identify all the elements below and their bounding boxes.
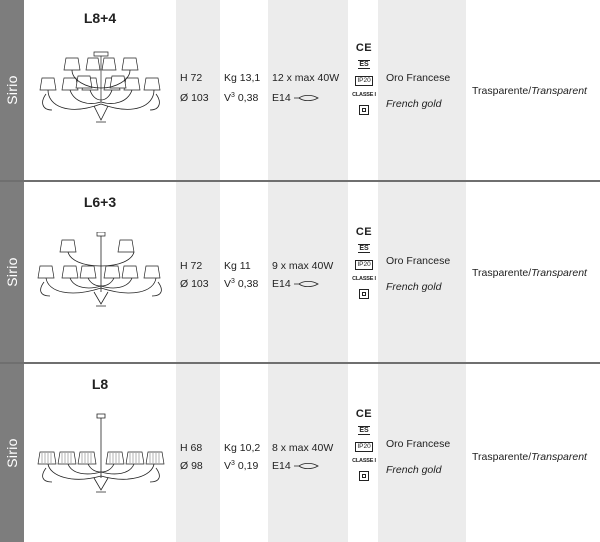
socket-value: E14 bbox=[272, 274, 319, 294]
series-label: Sirio bbox=[4, 257, 21, 287]
ip-rating: IP20 bbox=[357, 261, 371, 268]
lamps-value: 8 x max 40W bbox=[272, 442, 334, 454]
es-mark: ES bbox=[359, 427, 369, 434]
shade-type: Trasparente/Transparent bbox=[472, 451, 587, 463]
chandelier-icon bbox=[36, 412, 166, 502]
finish-english: French gold bbox=[386, 281, 442, 293]
product-code: L8 bbox=[91, 376, 109, 392]
double-insulation-icon bbox=[359, 289, 369, 299]
candle-bulb-icon bbox=[293, 280, 319, 288]
ce-mark: CE bbox=[355, 42, 373, 54]
insulation-class: CLASSE I bbox=[352, 92, 376, 98]
series-label: Sirio bbox=[4, 438, 21, 468]
volume-value: $V^3$ 0,19 bbox=[224, 460, 259, 472]
weight-value: Kg 10,2 bbox=[224, 442, 261, 454]
ce-mark: CE bbox=[355, 408, 373, 420]
lamps-value: 12 x max 40W bbox=[272, 72, 340, 84]
double-insulation-icon bbox=[359, 105, 369, 115]
ce-mark: CE bbox=[355, 226, 373, 238]
weight-value: Kg 13,1 bbox=[224, 72, 261, 84]
finish-english: French gold bbox=[386, 464, 442, 476]
shade-type: Trasparente/Transparent bbox=[472, 267, 587, 279]
ip-rating: IP20 bbox=[357, 77, 371, 84]
chandelier-icon bbox=[36, 232, 166, 312]
product-code: L8+4 bbox=[83, 10, 117, 26]
double-insulation-icon bbox=[359, 471, 369, 481]
product-row bbox=[0, 0, 600, 180]
certification-marks bbox=[352, 226, 376, 299]
socket-value: E14 bbox=[272, 456, 319, 476]
product-row bbox=[0, 182, 600, 362]
weight-value: Kg 11 bbox=[224, 260, 251, 272]
insulation-class: CLASSE I bbox=[352, 458, 376, 464]
es-mark: ES bbox=[359, 61, 369, 68]
certification-marks bbox=[352, 408, 376, 481]
height-value: H 72 bbox=[180, 260, 203, 272]
certification-marks bbox=[352, 42, 376, 115]
finish-italian: Oro Francese bbox=[386, 255, 451, 267]
height-value: H 72 bbox=[180, 72, 203, 84]
volume-value: $V^3$ 0,38 bbox=[224, 278, 259, 290]
shade-type: Trasparente/Transparent bbox=[472, 85, 587, 97]
candle-bulb-icon bbox=[293, 462, 319, 470]
series-label: Sirio bbox=[4, 75, 21, 105]
diameter-value: Ø 103 bbox=[180, 92, 209, 104]
chandelier-icon bbox=[36, 48, 166, 132]
finish-italian: Oro Francese bbox=[386, 72, 451, 84]
finish-english: French gold bbox=[386, 98, 442, 110]
finish-italian: Oro Francese bbox=[386, 438, 451, 450]
volume-value: $V^3$ 0,38 bbox=[224, 92, 259, 104]
height-value: H 68 bbox=[180, 442, 203, 454]
ip-rating: IP20 bbox=[357, 443, 371, 450]
diameter-value: Ø 98 bbox=[180, 460, 203, 472]
lamps-value: 9 x max 40W bbox=[272, 260, 334, 272]
socket-value: E14 bbox=[272, 88, 319, 108]
insulation-class: CLASSE I bbox=[352, 276, 376, 282]
product-row bbox=[0, 364, 600, 542]
product-code: L6+3 bbox=[83, 194, 117, 210]
diameter-value: Ø 103 bbox=[180, 278, 209, 290]
es-mark: ES bbox=[359, 245, 369, 252]
candle-bulb-icon bbox=[293, 94, 319, 102]
